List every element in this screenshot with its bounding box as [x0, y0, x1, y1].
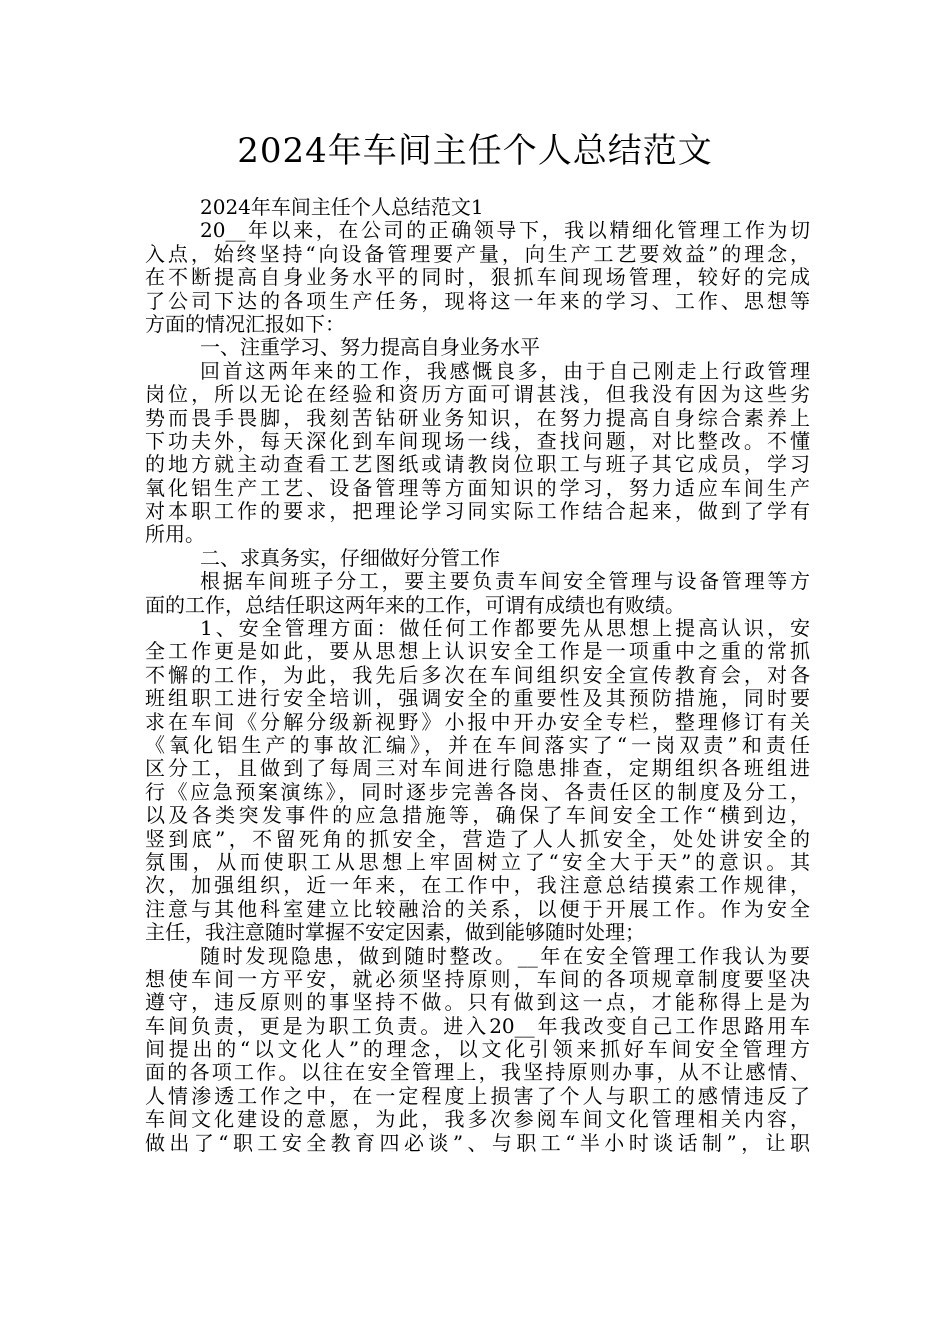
text-line: 势而畏手畏脚，我刻苦钻研业务知识，在努力提高自身综合素养上	[145, 405, 810, 430]
text-line: 了公司下达的各项生产任务，现将这一年来的学习、工作、思想等	[145, 288, 810, 313]
text-line: 竖到底”，不留死角的抓安全，营造了人人抓安全，处处讲安全的	[145, 826, 810, 851]
text-line: 所用。	[145, 522, 205, 547]
text-line: 求在车间《分解分级新视野》小报中开办安全专栏，整理修订有关	[145, 709, 810, 734]
text-line: 氧化铝生产工艺、设备管理等方面知识的学习，努力适应车间生产	[145, 475, 810, 500]
text-line: 不懈的工作，为此，我先后多次在车间组织安全宣传教育会，对各	[145, 662, 810, 687]
text-line: 班组职工进行安全培训，强调安全的重要性及其预防措施，同时要	[145, 686, 810, 711]
text-line: 下功夫外，每天深化到车间现场一线，查找问题，对比整改。不懂	[145, 428, 810, 453]
document-title: 2024年车间主任个人总结范文	[237, 131, 713, 171]
text-line: 一、注重学习、努力提高自身业务水平	[200, 335, 540, 360]
text-line: 遵守，违反原则的事坚持不做。只有做到这一点，才能称得上是为	[145, 990, 810, 1015]
text-line: 以及各类突发事件的应急措施等，确保了车间安全工作“横到边，	[145, 803, 810, 828]
text-line: 面的各项工作。以往在安全管理上，我坚持原则办事，从不让感情、	[145, 1060, 810, 1085]
document-body	[145, 196, 810, 1155]
text-line: 人情渗透工作之中，在一定程度上损害了个人与职工的感情违反了	[145, 1083, 810, 1108]
text-line: 车间负责，更是为职工负责。进入20__年我改变自己工作思路用车	[145, 1013, 810, 1038]
text-line: 主任，我注意随时掌握不安定因素，做到能够随时处理；	[145, 920, 645, 945]
text-line: 间提出的“以文化人”的理念，以文化引领来抓好车间安全管理方	[145, 1037, 810, 1062]
text-line: 1、安全管理方面：做任何工作都要先从思想上提高认识，安	[200, 616, 810, 641]
text-line: 《氧化铝生产的事故汇编》，并在车间落实了“一岗双责”和责任	[145, 732, 810, 757]
text-line: 20__年以来，在公司的正确领导下，我以精细化管理工作为切	[200, 218, 810, 243]
text-line: 想使车间一方平安，就必须坚持原则，车间的各项规章制度要坚决	[145, 966, 810, 991]
text-line: 随时发现隐患，做到随时整改。__年在安全管理工作我认为要	[200, 943, 810, 968]
text-line: 在不断提高自身业务水平的同时，狠抓车间现场管理，较好的完成	[145, 265, 810, 290]
text-line: 区分工，且做到了每周三对车间进行隐患排查，定期组织各班组进	[145, 756, 810, 781]
text-line: 行《应急预案演练》，同时逐步完善各岗、各责任区的制度及分工，	[145, 779, 810, 804]
text-line: 二、求真务实，仔细做好分管工作	[200, 545, 500, 570]
text-line: 的地方就主动查看工艺图纸或请教岗位职工与班子其它成员，学习	[145, 452, 810, 477]
text-line: 2024年车间主任个人总结范文1	[200, 195, 484, 219]
text-line: 方面的情况汇报如下：	[145, 311, 345, 336]
text-line: 面的工作，总结任职这两年来的工作，可谓有成绩也有败绩。	[145, 592, 685, 617]
text-line: 对本职工作的要求，把理论学习同实际工作结合起来，做到了学有	[145, 499, 810, 524]
text-line: 根据车间班子分工，要主要负责车间安全管理与设备管理等方	[200, 569, 810, 594]
text-line: 全工作更是如此，要从思想上认识安全工作是一项重中之重的常抓	[145, 639, 810, 664]
text-line: 车间文化建设的意愿，为此，我多次参阅车间文化管理相关内容，	[145, 1107, 810, 1132]
text-line: 注意与其他科室建立比较融洽的关系，以便于开展工作。作为安全	[145, 896, 810, 921]
text-line: 做出了“职工安全教育四必谈”、与职工“半小时谈话制”，让职	[145, 1130, 810, 1155]
text-line: 次，加强组织，近一年来，在工作中，我注意总结摸索工作规律，	[145, 873, 810, 898]
text-line: 氛围，从而使职工从思想上牢固树立了“安全大于天”的意识。其	[145, 849, 810, 874]
text-line: 入点，始终坚持“向设备管理要产量，向生产工艺要效益”的理念，	[145, 241, 810, 266]
text-line: 回首这两年来的工作，我感慨良多，由于自己刚走上行政管理	[200, 358, 810, 383]
text-line: 岗位，所以无论在经验和资历方面可谓甚浅，但我没有因为这些劣	[145, 382, 810, 407]
